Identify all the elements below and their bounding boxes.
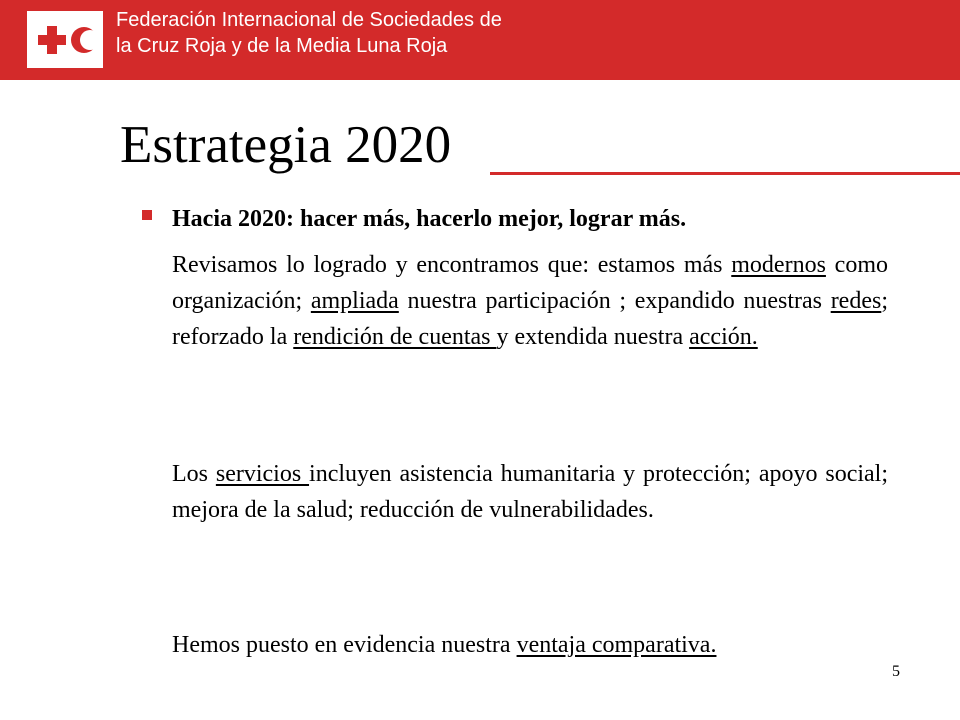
paragraph-services bbox=[172, 456, 888, 528]
text-segment: Los bbox=[172, 461, 216, 487]
underlined-term-ampliada: ampliada bbox=[310, 288, 399, 314]
text-segment: nuestra participación ; expandido nuestras bbox=[398, 288, 831, 314]
text-segment: incluyen asistencia humanitaria y protección; apoyo social; mejora de la salud; reducción de vulnerabilidades. bbox=[172, 461, 888, 523]
square-bullet-icon bbox=[142, 210, 152, 220]
organization-name bbox=[116, 7, 502, 59]
underlined-term-modernos: modernos bbox=[731, 252, 826, 278]
org-name-line1: Federación Internacional de Sociedades de bbox=[116, 9, 502, 31]
text-segment: Hemos puesto en evidencia nuestra bbox=[172, 632, 517, 658]
text-segment: Revisamos lo logrado y encontramos que: estamos más bbox=[172, 252, 732, 278]
page-number: 5 bbox=[892, 663, 900, 680]
title-underline-rule bbox=[490, 172, 960, 175]
underlined-term-accion: acción. bbox=[689, 324, 758, 350]
underlined-term-ventaja: ventaja comparativa. bbox=[516, 632, 717, 658]
slide-title: Estrategia 2020 bbox=[120, 116, 452, 174]
paragraph-achievements bbox=[172, 247, 888, 355]
org-name-line2: la Cruz Roja y de la Media Luna Roja bbox=[116, 35, 448, 57]
underlined-term-rendicion: rendición de cuentas bbox=[293, 324, 497, 350]
bullet-heading: Hacia 2020: hacer más, hacerlo mejor, lograr más. bbox=[172, 206, 687, 232]
paragraph-advantage bbox=[172, 627, 888, 663]
underlined-term-servicios: servicios bbox=[215, 461, 310, 487]
text-segment: como organización; bbox=[172, 252, 888, 314]
underlined-term-redes: redes bbox=[830, 288, 882, 314]
text-segment: y extendida nuestra bbox=[496, 324, 690, 350]
red-cross-red-crescent-logo-icon bbox=[27, 11, 103, 68]
header-banner bbox=[0, 0, 960, 80]
text-segment: ; reforzado la bbox=[172, 288, 888, 350]
